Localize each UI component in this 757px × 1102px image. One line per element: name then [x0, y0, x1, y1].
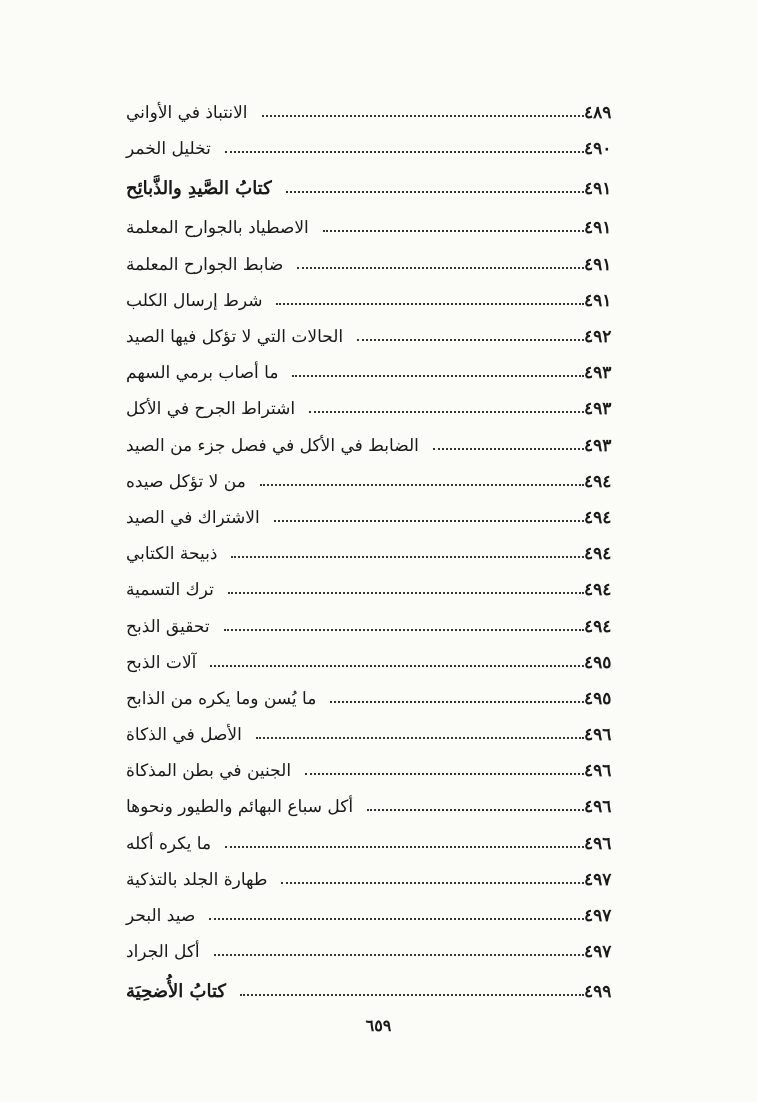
dot-leader [225, 846, 584, 848]
toc-entry-title: ما أصاب برمي السهم [126, 363, 279, 384]
toc-entry-title: الحالات التي لا تؤكل فيها الصيد [126, 327, 344, 348]
toc-entry [118, 210, 620, 246]
toc-entry-page: ٤٩١ [584, 254, 612, 275]
toc-entry-page: ٤٩٣ [584, 435, 612, 456]
toc-entry-page: ٤٨٩ [584, 103, 612, 124]
toc-entry-page: ٤٩٥ [584, 688, 612, 709]
toc-entry-page: ٤٩٤ [584, 580, 612, 601]
toc-section-heading [118, 167, 620, 210]
toc-entry-title: آلات الذبح [126, 652, 197, 673]
toc-entry [118, 536, 620, 572]
toc-entry [118, 283, 620, 319]
dot-leader [209, 918, 584, 920]
toc-entry-page: ٤٩٦ [584, 797, 612, 818]
table-of-contents [118, 95, 620, 1013]
toc-entry-title: الاصطياد بالجوارح المعلمة [126, 218, 309, 239]
toc-entry [118, 753, 620, 789]
toc-entry-page: ٤٩١ [584, 178, 612, 199]
dot-leader [231, 556, 584, 558]
toc-entry-page: ٤٩٣ [584, 399, 612, 420]
toc-entry-title: الأصل في الذكاة [126, 725, 242, 746]
toc-entry-title: كتابُ الأُضحِيَة [126, 981, 226, 1003]
dot-leader [330, 701, 584, 703]
dot-leader [292, 375, 584, 377]
dot-leader [274, 520, 584, 522]
toc-entry-page: ٤٩٧ [584, 906, 612, 927]
toc-entry [118, 826, 620, 862]
toc-entry-title: أكل الجراد [126, 942, 200, 963]
dot-leader [224, 629, 584, 631]
toc-entry-title: تحقيق الذبح [126, 616, 210, 637]
toc-entry-page: ٤٩٣ [584, 363, 612, 384]
toc-entry-title: الضابط في الأكل في فصل جزء من الصيد [126, 435, 419, 456]
toc-entry-title: ضابط الجوارح المعلمة [126, 254, 284, 275]
toc-entry-title: صيد البحر [126, 906, 196, 927]
toc-entry [118, 247, 620, 283]
toc-entry [118, 862, 620, 898]
toc-entry-page: ٤٩٦ [584, 833, 612, 854]
toc-entry-title: الجنين في بطن المذكاة [126, 761, 292, 782]
toc-entry-title: كتابُ الصَّيدِ والذَّبائِح [126, 178, 272, 200]
toc-entry-page: ٤٩٥ [584, 652, 612, 673]
dot-leader [305, 773, 584, 775]
toc-entry-page: ٤٩٦ [584, 725, 612, 746]
toc-entry [118, 464, 620, 500]
dot-leader [323, 230, 584, 232]
toc-entry-page: ٤٩٤ [584, 507, 612, 528]
toc-entry-title: ما يُسن وما يكره من الذابح [126, 688, 317, 709]
dot-leader [260, 484, 584, 486]
toc-entry [118, 355, 620, 391]
toc-entry [118, 717, 620, 753]
toc-entry [118, 319, 620, 355]
toc-entry [118, 500, 620, 536]
toc-entry-title: من لا تؤكل صيده [126, 471, 246, 492]
dot-leader [228, 592, 584, 594]
toc-entry [118, 898, 620, 934]
toc-entry-title: تخليل الخمر [126, 139, 211, 160]
dot-leader [256, 737, 584, 739]
toc-entry [118, 131, 620, 167]
toc-entry [118, 428, 620, 464]
toc-entry-title: طهارة الجلد بالتذكية [126, 869, 268, 890]
toc-entry-title: شرط إرسال الكلب [126, 290, 263, 311]
dot-leader [225, 151, 584, 153]
dot-leader [214, 954, 584, 956]
toc-entry [118, 391, 620, 427]
dot-leader [240, 994, 584, 996]
dot-leader [286, 191, 584, 193]
toc-entry-page: ٤٩١ [584, 218, 612, 239]
toc-entry-page: ٤٩٩ [584, 981, 612, 1002]
dot-leader [276, 303, 584, 305]
dot-leader [433, 448, 584, 450]
dot-leader [357, 339, 584, 341]
toc-entry-title: ما يكره أكله [126, 833, 212, 854]
toc-entry-page: ٤٩٠ [584, 139, 612, 160]
toc-entry [118, 681, 620, 717]
toc-section-heading [118, 970, 620, 1013]
dot-leader [309, 411, 584, 413]
toc-entry-page: ٤٩٦ [584, 761, 612, 782]
toc-entry-page: ٤٩٢ [584, 327, 612, 348]
toc-entry-page: ٤٩٧ [584, 942, 612, 963]
dot-leader [367, 809, 584, 811]
toc-entry [118, 934, 620, 970]
toc-entry [118, 572, 620, 608]
toc-entry [118, 608, 620, 644]
toc-entry [118, 789, 620, 825]
toc-entry-title: اشتراط الجرح في الأكل [126, 399, 296, 420]
toc-entry-page: ٤٩٤ [584, 544, 612, 565]
toc-entry-page: ٤٩٤ [584, 616, 612, 637]
dot-leader [210, 665, 584, 667]
toc-entry-page: ٤٩٤ [584, 471, 612, 492]
page-number: ٦٥٩ [365, 1016, 392, 1035]
toc-entry-title: ذبيحة الكتابي [126, 544, 218, 565]
toc-entry-title: أكل سباع البهائم والطيور ونحوها [126, 797, 354, 818]
toc-entry-title: الاشتراك في الصيد [126, 507, 260, 528]
dot-leader [297, 267, 584, 269]
toc-entry-title: ترك التسمية [126, 580, 214, 601]
toc-entry-page: ٤٩١ [584, 290, 612, 311]
dot-leader [262, 115, 584, 117]
toc-entry [118, 95, 620, 131]
toc-entry-title: الانتباذ في الأواني [126, 103, 248, 124]
toc-entry [118, 645, 620, 681]
dot-leader [281, 882, 584, 884]
toc-entry-page: ٤٩٧ [584, 869, 612, 890]
